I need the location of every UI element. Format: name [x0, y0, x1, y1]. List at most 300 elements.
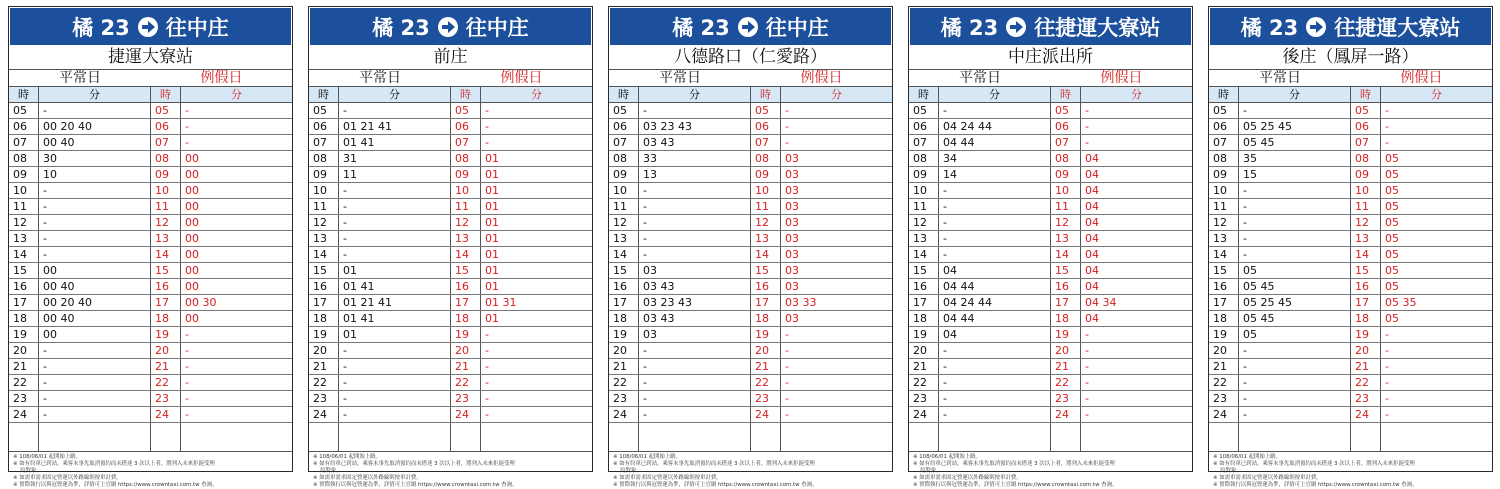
- weekday-hour: 11: [309, 199, 339, 214]
- table-row: [909, 103, 1192, 119]
- weekday-hour: 16: [9, 279, 39, 294]
- weekday-minutes: -: [1239, 231, 1351, 246]
- holiday-minutes: 03: [785, 184, 799, 197]
- note-line: ※ 實際執行以與冠營運為準，詳情可上官網 https://www.crowntaxi.com.tw 查詢。: [613, 482, 818, 488]
- route-number: 橘 23: [940, 15, 999, 40]
- holiday-hour: 22: [151, 375, 181, 390]
- route-header: [610, 8, 891, 45]
- table-row: [909, 327, 1192, 343]
- holiday-minutes: 05: [1385, 248, 1399, 261]
- holiday-hour: 24: [751, 407, 781, 422]
- hour-header: 時: [909, 87, 939, 102]
- weekday-hour: 21: [9, 359, 39, 374]
- holiday-hour: 08: [1051, 151, 1081, 166]
- table-row: [309, 359, 592, 375]
- weekday-hour: 11: [9, 199, 39, 214]
- table-row: [1209, 263, 1492, 279]
- table-row: [609, 247, 892, 263]
- weekday-minutes: -: [1239, 391, 1351, 406]
- weekday-label: 平常日: [359, 70, 401, 86]
- table-row: [309, 135, 592, 151]
- note-line: ※ 108/06/01 起開始上路。: [313, 454, 381, 460]
- table-row: [609, 375, 892, 391]
- weekday-hour: 06: [909, 119, 939, 134]
- table-row: [609, 103, 892, 119]
- weekday-minutes: 35: [1239, 151, 1351, 166]
- holiday-minutes: 04: [1085, 152, 1099, 165]
- weekday-hour: 15: [609, 263, 639, 278]
- weekday-hour: 07: [609, 135, 639, 150]
- weekday-minutes: -: [639, 391, 751, 406]
- weekday-hour: 13: [9, 231, 39, 246]
- holiday-minutes: 05: [1385, 200, 1399, 213]
- weekday-hour: 09: [909, 167, 939, 182]
- table-row: [609, 327, 892, 343]
- weekday-hour: 08: [609, 151, 639, 166]
- table-row: [1209, 247, 1492, 263]
- table-row: [9, 263, 292, 279]
- table-row: [1209, 327, 1492, 343]
- weekday-minutes: -: [39, 391, 151, 406]
- table-row: [309, 103, 592, 119]
- holiday-hour: 05: [1051, 103, 1081, 118]
- hour-header: 時: [309, 87, 339, 102]
- route-header: [310, 8, 591, 45]
- holiday-hour: 12: [151, 215, 181, 230]
- holiday-hour: 21: [1051, 359, 1081, 374]
- table-row: [909, 407, 1192, 423]
- note-line: ※ 實際執行以與冠營運為準，詳情可上官網 https://www.crowntaxi.com.tw 查詢。: [913, 482, 1118, 488]
- table-row: [1209, 135, 1492, 151]
- weekday-minutes: 00 40: [39, 311, 151, 326]
- note-line: ※ 實際執行以與冠營運為準，詳情可上官網 https://www.crowntaxi.com.tw 查詢。: [1213, 482, 1418, 488]
- table-row: [309, 167, 592, 183]
- route-number: 橘 23: [1240, 15, 1299, 40]
- timetable-panel: [908, 6, 1193, 488]
- weekday-hour: 05: [609, 103, 639, 118]
- holiday-hour: 16: [151, 279, 181, 294]
- weekday-hour: 11: [1209, 199, 1239, 214]
- holiday-hour: 14: [751, 247, 781, 262]
- holiday-minutes: 01: [485, 152, 499, 165]
- table-row: [9, 295, 292, 311]
- holiday-minutes: 05: [1385, 264, 1399, 277]
- table-row: [1209, 215, 1492, 231]
- table-row: [909, 311, 1192, 327]
- holiday-minutes: -: [1085, 376, 1089, 389]
- weekday-minutes: -: [639, 183, 751, 198]
- weekday-hour: 20: [9, 343, 39, 358]
- table-row: [609, 359, 892, 375]
- weekday-minutes: 05 25 45: [1239, 295, 1351, 310]
- table-row: [309, 263, 592, 279]
- table-row: [9, 327, 292, 343]
- table-row: [609, 183, 892, 199]
- table-row: [609, 167, 892, 183]
- table-row: [1209, 295, 1492, 311]
- table-row: [309, 183, 592, 199]
- table-row: [309, 151, 592, 167]
- weekday-minutes: 14: [939, 167, 1051, 182]
- note-line: 約對象。: [1213, 468, 1242, 474]
- weekday-hour: 05: [909, 103, 939, 118]
- weekday-minutes: -: [339, 407, 451, 422]
- weekday-minutes: -: [39, 407, 151, 422]
- route-header: [910, 8, 1191, 45]
- holiday-minutes: 00: [185, 312, 199, 325]
- weekday-minutes: -: [1239, 247, 1351, 262]
- weekday-minutes: 01 41: [339, 311, 451, 326]
- holiday-minutes: -: [185, 120, 189, 133]
- weekday-hour: 13: [909, 231, 939, 246]
- weekday-hour: 09: [1209, 167, 1239, 182]
- holiday-minutes: -: [1085, 328, 1089, 341]
- weekday-minutes: -: [339, 231, 451, 246]
- table-row: [1209, 103, 1492, 119]
- weekday-hour: 24: [609, 407, 639, 422]
- weekday-minutes: 01 21 41: [339, 119, 451, 134]
- weekday-hour: 09: [309, 167, 339, 182]
- holiday-minutes: -: [185, 376, 189, 389]
- weekday-hour: 16: [1209, 279, 1239, 294]
- route-number: 橘 23: [372, 15, 430, 40]
- table-row: [9, 279, 292, 295]
- weekday-minutes: -: [639, 247, 751, 262]
- table-row: [9, 247, 292, 263]
- table-row: [309, 231, 592, 247]
- holiday-minutes: -: [785, 408, 789, 421]
- stop-name: 前庄: [309, 45, 592, 70]
- holiday-minutes: 03 33: [785, 296, 817, 309]
- holiday-minutes: -: [1085, 408, 1089, 421]
- weekday-minutes: -: [939, 247, 1051, 262]
- holiday-minutes: -: [785, 392, 789, 405]
- notes: [609, 452, 892, 489]
- holiday-hour: 19: [1351, 327, 1381, 342]
- weekday-minutes: 04 24 44: [939, 119, 1051, 134]
- weekday-hour: 19: [909, 327, 939, 342]
- weekday-minutes: 03 43: [639, 311, 751, 326]
- stop-name: 中庄派出所: [909, 45, 1192, 70]
- table-row: [909, 359, 1192, 375]
- table-row: [9, 215, 292, 231]
- note-line: ※ 實際執行以與冠營運為準，詳情可上官網 https://www.crowntaxi.com.tw 查詢。: [313, 482, 518, 488]
- weekday-minutes: 03: [639, 263, 751, 278]
- table-row: [309, 215, 592, 231]
- holiday-hour: 10: [751, 183, 781, 198]
- holiday-minutes: 01: [485, 216, 499, 229]
- stop-name: 八德路口（仁愛路）: [609, 45, 892, 70]
- weekday-hour: 13: [609, 231, 639, 246]
- holiday-minute-header: 分: [231, 88, 242, 101]
- table-filler-row: [1209, 423, 1492, 452]
- holiday-hour: 08: [151, 151, 181, 166]
- weekday-minutes: 33: [639, 151, 751, 166]
- holiday-minutes: 03: [785, 152, 799, 165]
- weekday-hour: 17: [1209, 295, 1239, 310]
- holiday-hour: 11: [451, 199, 481, 214]
- weekday-hour: 14: [9, 247, 39, 262]
- holiday-hour: 07: [751, 135, 781, 150]
- table-row: [1209, 359, 1492, 375]
- arrow-right-icon: [138, 17, 158, 37]
- holiday-minute-header: 分: [1131, 88, 1142, 101]
- weekday-minutes: 31: [339, 151, 451, 166]
- holiday-minutes: -: [1385, 120, 1389, 133]
- weekday-hour: 19: [9, 327, 39, 342]
- weekday-minutes: 11: [339, 167, 451, 182]
- weekday-minutes: 30: [39, 151, 151, 166]
- holiday-hour: 12: [751, 215, 781, 230]
- weekday-minutes: -: [1239, 407, 1351, 422]
- hour-header: 時: [609, 87, 639, 102]
- table-row: [9, 119, 292, 135]
- holiday-hour: 16: [751, 279, 781, 294]
- weekday-minutes: -: [939, 231, 1051, 246]
- minute-header: 分: [639, 87, 751, 102]
- note-line: ※ 108/06/01 起開始上路。: [613, 454, 681, 460]
- weekday-hour: 21: [1209, 359, 1239, 374]
- weekday-hour: 24: [909, 407, 939, 422]
- weekday-minutes: 01 21 41: [339, 295, 451, 310]
- holiday-minutes: 03: [785, 200, 799, 213]
- holiday-minutes: 04: [1085, 312, 1099, 325]
- table-row: [609, 263, 892, 279]
- weekday-minutes: -: [939, 359, 1051, 374]
- holiday-minutes: -: [1385, 392, 1389, 405]
- holiday-minutes: 03: [785, 168, 799, 181]
- weekday-minutes: 10: [39, 167, 151, 182]
- table-row: [909, 167, 1192, 183]
- holiday-hour: 15: [1351, 263, 1381, 278]
- holiday-minutes: 03: [785, 248, 799, 261]
- holiday-minutes: 00: [185, 248, 199, 261]
- weekday-hour: 11: [609, 199, 639, 214]
- holiday-hour: 10: [151, 183, 181, 198]
- holiday-hour: 13: [451, 231, 481, 246]
- weekday-minutes: -: [1239, 199, 1351, 214]
- weekday-hour: 20: [609, 343, 639, 358]
- holiday-minutes: -: [185, 104, 189, 117]
- holiday-hour: 05: [751, 103, 781, 118]
- holiday-minutes: -: [785, 376, 789, 389]
- table-row: [9, 199, 292, 215]
- holiday-hour: 10: [451, 183, 481, 198]
- table-row: [909, 391, 1192, 407]
- note-line: ※ 如有約車已到站，乘客未事先取消預約而未搭達 3 次以上者，將列入未來拒絕受理: [13, 461, 215, 467]
- holiday-hour: 10: [1051, 183, 1081, 198]
- holiday-hour: 13: [151, 231, 181, 246]
- weekday-hour: 21: [309, 359, 339, 374]
- weekday-hour: 16: [609, 279, 639, 294]
- stop-name: 捷運大寮站: [9, 45, 292, 70]
- weekday-minutes: -: [39, 183, 151, 198]
- holiday-hour: 09: [1351, 167, 1381, 182]
- note-line: 約對象。: [313, 468, 342, 474]
- weekday-minutes: -: [339, 103, 451, 118]
- table-row: [909, 295, 1192, 311]
- table-row: [909, 183, 1192, 199]
- holiday-hour: 20: [151, 343, 181, 358]
- holiday-minutes: 00: [185, 232, 199, 245]
- weekday-hour: 19: [609, 327, 639, 342]
- weekday-minutes: 03 43: [639, 279, 751, 294]
- holiday-minute-header: 分: [531, 88, 542, 101]
- holiday-minutes: -: [185, 392, 189, 405]
- holiday-hour: 21: [1351, 359, 1381, 374]
- day-type-row: [9, 70, 292, 86]
- holiday-minutes: -: [185, 328, 189, 341]
- table-row: [309, 311, 592, 327]
- holiday-hour: 06: [1351, 119, 1381, 134]
- table-row: [9, 359, 292, 375]
- weekday-hour: 17: [909, 295, 939, 310]
- holiday-hour: 06: [1051, 119, 1081, 134]
- weekday-minutes: -: [39, 359, 151, 374]
- weekday-hour: 06: [9, 119, 39, 134]
- table-row: [309, 407, 592, 423]
- table-row: [309, 119, 592, 135]
- table-row: [1209, 231, 1492, 247]
- holiday-minutes: 04 34: [1085, 296, 1117, 309]
- note-line: ※ 如需車需求固定營運以外路線則按車計費。: [913, 475, 1022, 481]
- holiday-minutes: 03: [785, 216, 799, 229]
- table-row: [9, 151, 292, 167]
- holiday-hour: 22: [1051, 375, 1081, 390]
- weekday-minutes: -: [339, 391, 451, 406]
- table-row: [1209, 151, 1492, 167]
- table-row: [1209, 311, 1492, 327]
- holiday-hour: 19: [751, 327, 781, 342]
- table-row: [9, 135, 292, 151]
- table-row: [909, 215, 1192, 231]
- holiday-hour: 17: [151, 295, 181, 310]
- weekday-minutes: 00 20 40: [39, 295, 151, 310]
- timetable-panel: [1208, 6, 1493, 488]
- table-filler-row: [309, 423, 592, 452]
- weekday-hour: 18: [309, 311, 339, 326]
- weekday-hour: 19: [1209, 327, 1239, 342]
- weekday-minutes: 01 41: [339, 279, 451, 294]
- weekday-minutes: -: [1239, 375, 1351, 390]
- holiday-hour: 19: [1051, 327, 1081, 342]
- weekday-hour: 18: [1209, 311, 1239, 326]
- weekday-minutes: 01: [339, 327, 451, 342]
- weekday-minutes: -: [1239, 183, 1351, 198]
- table-row: [609, 279, 892, 295]
- weekday-hour: 11: [909, 199, 939, 214]
- note-line: ※ 如需車需求固定營運以外路線則按車計費。: [13, 475, 122, 481]
- weekday-minutes: 03 43: [639, 135, 751, 150]
- weekday-hour: 10: [9, 183, 39, 198]
- weekday-minutes: -: [339, 215, 451, 230]
- weekday-hour: 08: [9, 151, 39, 166]
- holiday-minutes: -: [1385, 376, 1389, 389]
- table-row: [609, 391, 892, 407]
- holiday-label: 例假日: [1400, 70, 1443, 86]
- timetable-panel: [308, 6, 593, 488]
- weekday-hour: 24: [9, 407, 39, 422]
- weekday-minutes: -: [339, 199, 451, 214]
- table-row: [609, 231, 892, 247]
- weekday-minutes: -: [939, 215, 1051, 230]
- holiday-hour: 17: [1351, 295, 1381, 310]
- holiday-hour: 24: [151, 407, 181, 422]
- holiday-hour: 11: [1351, 199, 1381, 214]
- weekday-minutes: 04: [939, 263, 1051, 278]
- table-filler-row: [909, 423, 1192, 452]
- table-row: [9, 103, 292, 119]
- route-direction: 往中庄: [165, 15, 229, 40]
- table-row: [609, 215, 892, 231]
- table-row: [609, 407, 892, 423]
- holiday-hour-header: 時: [151, 87, 181, 102]
- weekday-hour: 23: [1209, 391, 1239, 406]
- table-row: [1209, 167, 1492, 183]
- note-line: ※ 如需車需求固定營運以外路線則按車計費。: [1213, 475, 1322, 481]
- weekday-minutes: -: [639, 231, 751, 246]
- holiday-hour: 24: [1351, 407, 1381, 422]
- weekday-hour: 20: [309, 343, 339, 358]
- weekday-minutes: 00 40: [39, 135, 151, 150]
- holiday-minutes: 00: [185, 168, 199, 181]
- table-row: [1209, 119, 1492, 135]
- table-row: [9, 167, 292, 183]
- note-line: ※ 如有約車已到站，乘客未事先取消預約而未搭達 3 次以上者，將列入未來拒絕受理: [1213, 461, 1415, 467]
- table-row: [609, 295, 892, 311]
- weekday-minutes: -: [1239, 103, 1351, 118]
- holiday-hour: 09: [451, 167, 481, 182]
- weekday-minutes: 00: [39, 327, 151, 342]
- weekday-minutes: -: [639, 199, 751, 214]
- notes: [1209, 452, 1492, 489]
- holiday-hour: 16: [1051, 279, 1081, 294]
- table-filler-row: [609, 423, 892, 452]
- holiday-hour: 22: [1351, 375, 1381, 390]
- holiday-minutes: -: [485, 328, 489, 341]
- holiday-hour: 18: [1351, 311, 1381, 326]
- holiday-hour: 18: [751, 311, 781, 326]
- holiday-minutes: -: [485, 376, 489, 389]
- holiday-minutes: 04: [1085, 280, 1099, 293]
- arrow-right-icon: [1006, 17, 1026, 37]
- weekday-hour: 22: [1209, 375, 1239, 390]
- weekday-minutes: -: [939, 375, 1051, 390]
- holiday-hour: 06: [451, 119, 481, 134]
- column-header: [609, 86, 892, 103]
- table-row: [609, 119, 892, 135]
- weekday-hour: 22: [309, 375, 339, 390]
- holiday-minute-header: 分: [831, 88, 842, 101]
- weekday-hour: 10: [909, 183, 939, 198]
- timetable-panel: [8, 6, 293, 488]
- holiday-hour: 15: [751, 263, 781, 278]
- weekday-label: 平常日: [659, 70, 701, 86]
- weekday-minutes: -: [639, 215, 751, 230]
- weekday-minutes: 04 44: [939, 135, 1051, 150]
- weekday-minutes: -: [39, 103, 151, 118]
- holiday-hour: 16: [1351, 279, 1381, 294]
- weekday-hour: 23: [9, 391, 39, 406]
- table-row: [309, 375, 592, 391]
- table-row: [9, 391, 292, 407]
- note-line: ※ 108/06/01 起開始上路。: [13, 454, 81, 460]
- table-row: [909, 279, 1192, 295]
- weekday-hour: 18: [609, 311, 639, 326]
- holiday-hour: 13: [1351, 231, 1381, 246]
- holiday-hour: 23: [1051, 391, 1081, 406]
- weekday-hour: 15: [309, 263, 339, 278]
